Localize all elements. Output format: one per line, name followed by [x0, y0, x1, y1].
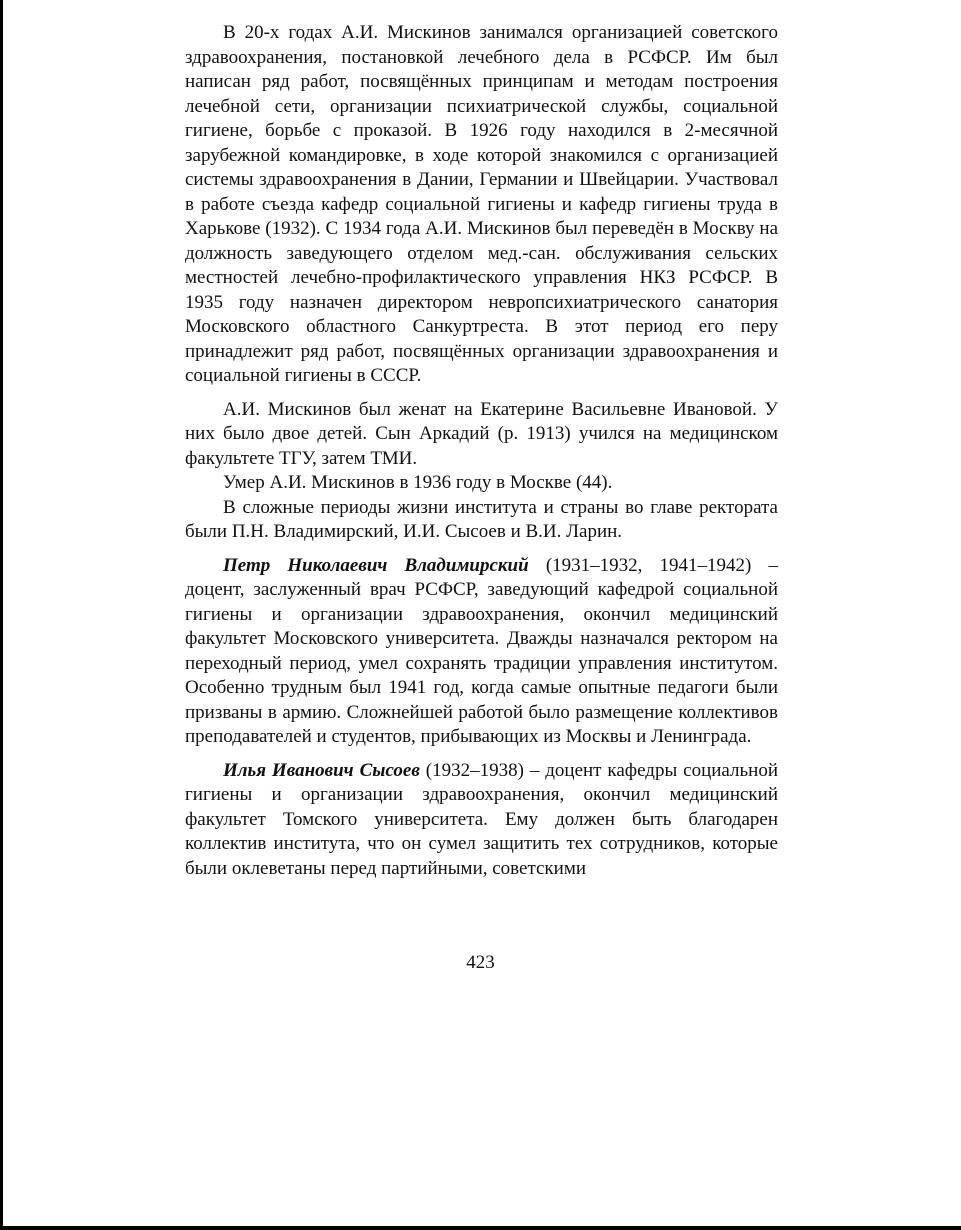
paragraph-sysoev [185, 759, 778, 882]
page-body [185, 21, 778, 881]
person-name-vladimirsky: Петр Николаевич Владимирский [223, 554, 529, 576]
paragraph-vladimirsky [185, 554, 778, 750]
paragraph-sysoev-text: (1932–1938) – доцент кафедры социальной гигиены и организации здравоохранения, окончил медицинский факультет Томского университета. Ему должен быть благодарен коллектив института, что он сумел защитить тех сотрудников, которые были оклеветаны перед партийными, советскими [185, 759, 778, 879]
paragraph-rectorate-intro: В сложные периоды жизни института и страны во главе ректората были П.Н. Владимирский, И.И. Сысоев и В.И. Ларин. [185, 496, 778, 542]
scan-bottom-border [0, 1226, 961, 1230]
paragraph-miskinov-death: Умер А.И. Мискинов в 1936 году в Москве (44). [223, 472, 613, 493]
person-name-sysoev: Илья Иванович Сысоев [223, 759, 420, 781]
paragraph-miskinov-family: А.И. Мискинов был женат на Екатерине Васильевне Ивановой. У них было двое детей. Сын Аркадий (р. 1913) учился на медицинском факультете ТГУ, затем ТМИ. [185, 398, 778, 469]
paragraph-miskinov-career: В 20-х годах А.И. Мискинов занимался организацией советского здравоохранения, постановкой лечебного дела в РСФСР. Им был написан ряд работ, посвящённых принципам и методам построения лечебной сети, организации психиатрической службы, социальной гигиене, борьбе с проказой. В 1926 году находился в 2-месячной зарубежной командировке, в ходе которой знакомился с организацией системы здравоохранения в Дании, Германии и Швейцарии. Участвовал в работе съезда кафедр социальной гигиены и кафедр гигиены труда в Харькове (1932). С 1934 года А.И. Мискинов был переведён в Москву на должность заведующего отделом мед.-сан. обслуживания сельских местностей лечебно-профилактического управления НКЗ РСФСР. В 1935 году назначен директором невропсихиатрического санатория Московского областного Санкуртреста. В этот период его перу принадлежит ряд работ, посвящённых организации здравоохранения и социальной гигиены в СССР. [185, 22, 778, 386]
scan-left-border [0, 0, 3, 1230]
paragraph-vladimirsky-text: (1931–1932, 1941–1942) – доцент, заслуженный врач РСФСР, заведующий кафедрой социальной гигиены и организации здравоохранения, окончил медицинский факультет Московского университета. Дважды назначался ректором на переходный период, умел сохранять традиции управления институтом. Особенно трудным был 1941 год, когда самые опытные педагоги были призваны в армию. Сложнейшей работой было размещение коллективов преподавателей и студентов, прибывающих из Москвы и Ленинграда. [185, 554, 779, 747]
page-number: 423 [466, 952, 495, 973]
